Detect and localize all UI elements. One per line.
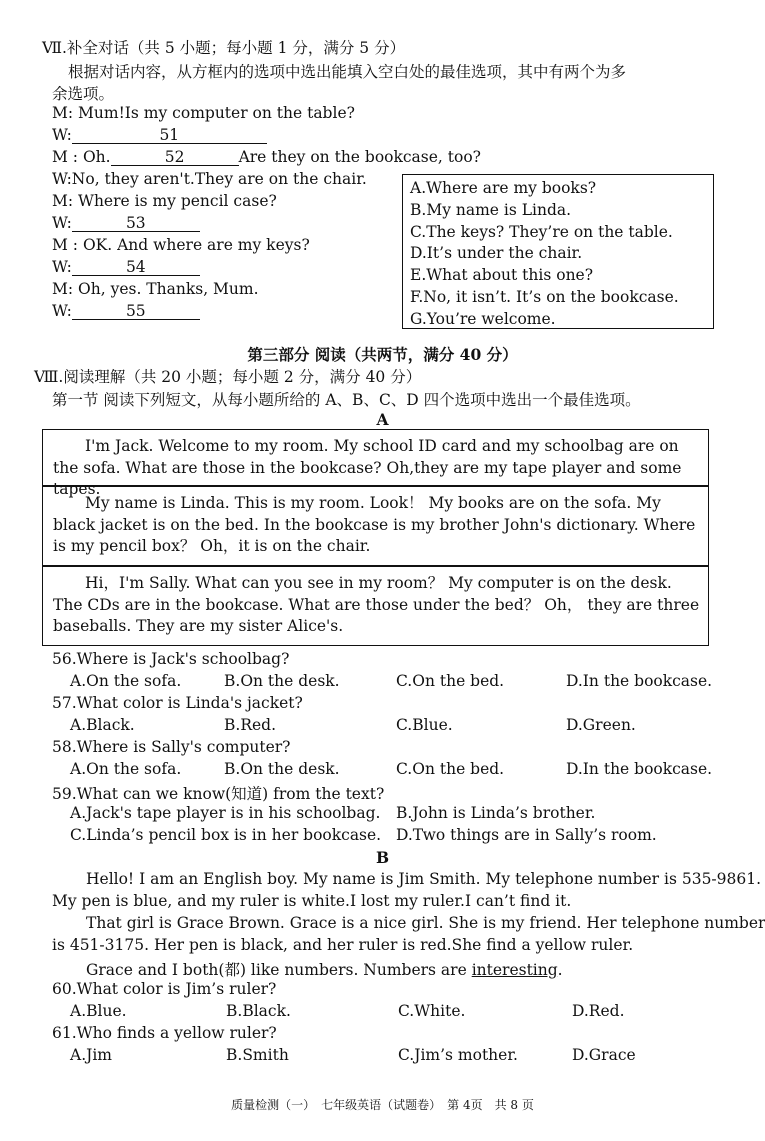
- passage-b-text: That girl is Grace Brown. Grace is a nice girl. She is my friend. Her telephone number: [86, 914, 765, 932]
- option-item: A.Where are my books?: [410, 179, 597, 197]
- q59-option-d: D.Two things are in Sally’s room.: [396, 826, 657, 844]
- dialogue-line: W: 53: [52, 214, 200, 232]
- dialogue-line: W:No, they aren't.They are on the chair.: [52, 170, 367, 188]
- passage-a-box-jack: I'm Jack. Welcome to my room. My school ID card and my schoolbag are on the sofa. What are those in the bookcase? Oh,they are my tape player and some tapes.: [42, 429, 709, 486]
- q61-option-c: C.Jim’s mother.: [398, 1046, 518, 1064]
- answer-blank-54: 54: [72, 259, 200, 276]
- q59-option-a: A.Jack's tape player is in his schoolbag.: [70, 804, 381, 822]
- question-56: 56.Where is Jack's schoolbag?: [52, 650, 290, 668]
- dialogue-line: M: Oh, yes. Thanks, Mum.: [52, 280, 259, 298]
- question-58: 58.Where is Sally's computer?: [52, 738, 291, 756]
- q59-option-b: B.John is Linda’s brother.: [396, 804, 596, 822]
- q57-option-c: C.Blue.: [396, 716, 453, 734]
- speaker-label: W:: [52, 126, 72, 144]
- dialogue-line: M: Where is my pencil case?: [52, 192, 277, 210]
- option-item: D.It’s under the chair.: [410, 244, 583, 263]
- dialogue-line: M : OK. And where are my keys?: [52, 236, 310, 254]
- q61-option-b: B.Smith: [226, 1046, 289, 1064]
- q56-option-d: D.In the bookcase.: [566, 672, 713, 690]
- q58-option-c: C.On the bed.: [396, 760, 505, 778]
- section7-instruction-line1: 根据对话内容，从方框内的选项中选出能填入空白处的最佳选项，其中有两个为多: [68, 63, 627, 81]
- section7-instruction-line2: 余选项。: [52, 85, 115, 103]
- q57-option-d: D.Green.: [566, 716, 636, 734]
- answer-blank-52: 52: [111, 149, 239, 166]
- option-item: G.You’re welcome.: [410, 309, 556, 328]
- q60-option-a: A.Blue.: [70, 1002, 127, 1020]
- q56-option-c: C.On the bed.: [396, 672, 505, 690]
- q61-option-a: A.Jim: [70, 1046, 112, 1064]
- passage-b-text: Hello! I am an English boy. My name is Jim Smith. My telephone number is 535-9861.: [86, 870, 762, 888]
- option-item: B.My name is Linda.: [410, 200, 572, 219]
- passage-a-label: A: [376, 410, 389, 429]
- answer-blank-53: 53: [72, 215, 200, 232]
- q58-option-b: B.On the desk.: [224, 760, 340, 778]
- section7-title: Ⅶ.补全对话（共 5 小题；每小题 1 分，满分 5 分）: [42, 39, 406, 57]
- option-item: E.What about this one?: [410, 266, 594, 285]
- passage-a-box-sally: Hi，I'm Sally. What can you see in my room？ My computer is on the desk. The CDs are in the bookcase. What are those under the bed？ Oh， they are three baseballs. They are my sister Alice's.: [42, 566, 709, 646]
- passage-a-box-linda: My name is Linda. This is my room. Look！ My books are on the sofa. My black jacket is on the bed. In the bookcase is my brother John's dictionary. Where is my pencil box？ Oh，it is on the chair.: [42, 486, 709, 566]
- passage-b-label: B: [375, 848, 390, 867]
- dialogue-line: M : Oh. 52 Are they on the bookcase, too?: [52, 148, 481, 166]
- q60-option-d: D.Red.: [572, 1002, 625, 1020]
- q60-option-c: C.White.: [398, 1002, 466, 1020]
- dialogue-line: W: 54: [52, 258, 200, 276]
- q57-option-a: A.Black.: [70, 716, 135, 734]
- q58-option-d: D.In the bookcase.: [566, 760, 713, 778]
- question-59: 59.What can we know(知道) from the text?: [52, 785, 385, 803]
- q60-option-b: B.Black.: [226, 1002, 291, 1020]
- page-footer: 质量检测（一） 七年级英语（试题卷） 第 4页 共 8 页: [231, 1098, 534, 1112]
- section1-instruction: 第一节 阅读下列短文，从每小题所给的 A、B、C、D 四个选项中选出一个最佳选项。: [52, 391, 641, 409]
- answer-blank-55: 55: [72, 303, 200, 320]
- question-61: 61.Who finds a yellow ruler?: [52, 1024, 277, 1042]
- q58-option-a: A.On the sofa.: [70, 760, 182, 778]
- passage-b-text: Grace and I both(都) like numbers. Numbers are interesting.: [86, 961, 563, 979]
- passage-b-text: My pen is blue, and my ruler is white.I lost my ruler.I can’t find it.: [52, 892, 572, 910]
- dialogue-line: W: 55: [52, 302, 200, 320]
- option-item: F.No, it isn’t. It’s on the bookcase.: [410, 287, 679, 306]
- dialogue-line: M: Mum!Is my computer on the table?: [52, 104, 355, 122]
- passage-b-text: is 451-3175. Her pen is black, and her ruler is red.She find a yellow ruler.: [52, 936, 634, 954]
- q56-option-b: B.On the desk.: [224, 672, 340, 690]
- q61-option-d: D.Grace: [572, 1046, 636, 1064]
- q59-option-c: C.Linda’s pencil box is in her bookcase.: [70, 826, 382, 844]
- underlined-word: interesting: [471, 961, 558, 979]
- section8-title: Ⅷ.阅读理解（共 20 小题；每小题 2 分，满分 40 分）: [34, 368, 422, 386]
- options-box: [402, 174, 714, 329]
- question-60: 60.What color is Jim’s ruler?: [52, 980, 277, 998]
- option-item: C.The keys? They’re on the table.: [410, 222, 673, 241]
- q56-option-a: A.On the sofa.: [70, 672, 182, 690]
- dialogue-line: [52, 126, 267, 144]
- part3-heading: 第三部分 阅读（共两节，满分 40 分）: [247, 345, 518, 364]
- question-57: 57.What color is Linda's jacket?: [52, 694, 303, 712]
- answer-blank-51: 51: [72, 127, 267, 144]
- q57-option-b: B.Red.: [224, 716, 277, 734]
